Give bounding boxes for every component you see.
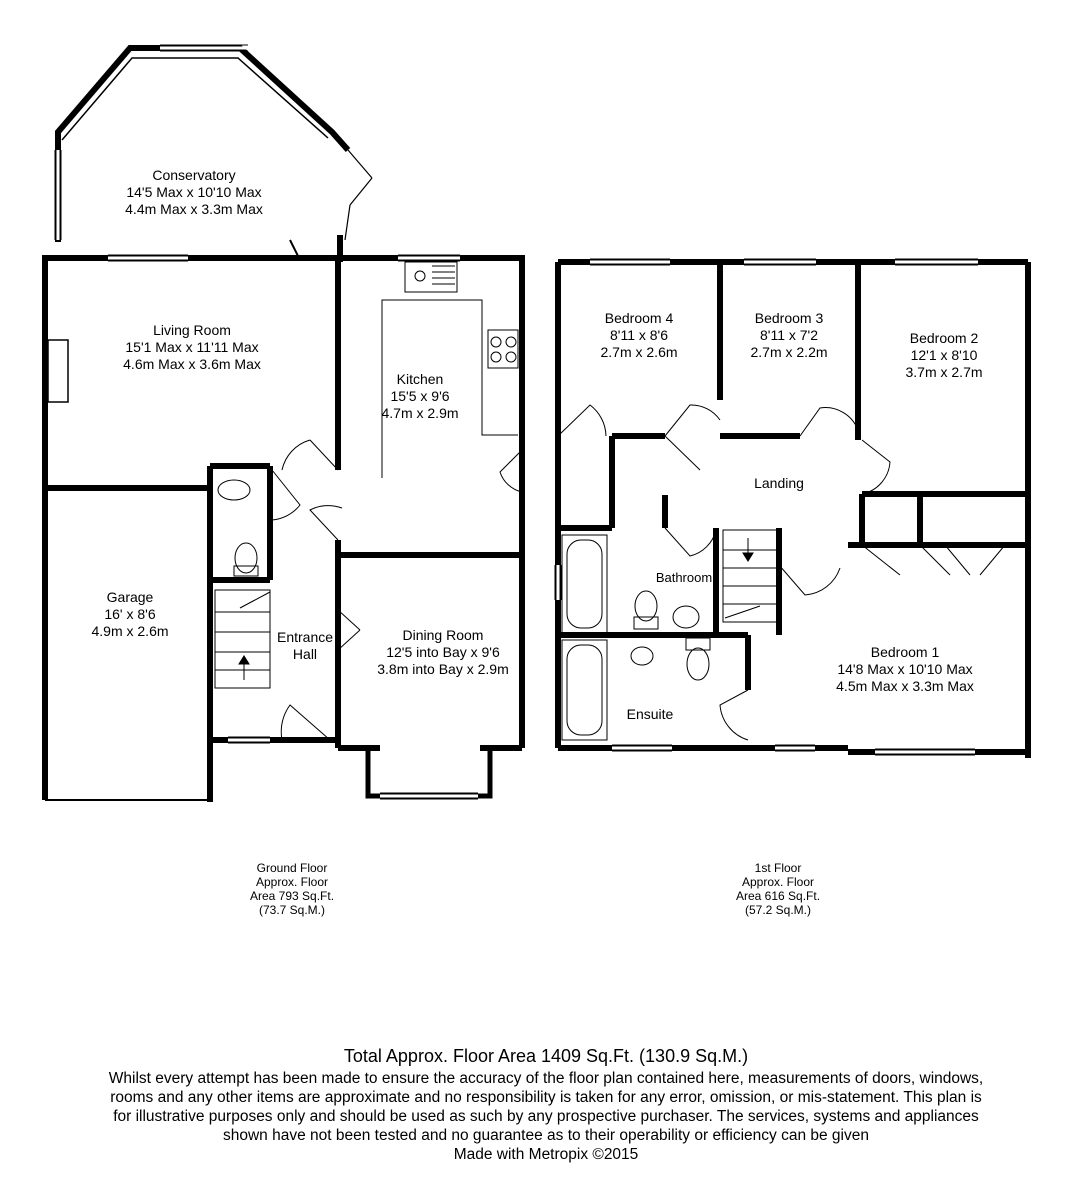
room-dimensions-metric: 4.7m x 2.9m (381, 405, 459, 421)
room-name: Garage (106, 589, 154, 605)
room-label-conservatory (125, 167, 263, 218)
first-floor-caption (736, 861, 820, 917)
room-dimensions-imperial: 16' x 8'6 (104, 606, 156, 622)
room-dimensions-imperial: 14'8 Max x 10'10 Max (837, 661, 973, 677)
room-label-bedroom-3 (750, 310, 827, 361)
room-name: Bedroom 3 (754, 310, 824, 326)
room-dimensions-imperial: 8'11 x 7'2 (759, 327, 819, 343)
caption-line: Approx. Floor (255, 875, 329, 889)
caption-line: (73.7 Sq.M.) (258, 903, 326, 917)
room-dimensions-metric: 2.7m x 2.2m (750, 344, 828, 360)
room-name: Bathroom (655, 570, 713, 585)
room-label-garage (91, 589, 168, 640)
total-floor-area: Total Approx. Floor Area 1409 Sq.Ft. (130.9 Sq.M.) (343, 1046, 749, 1066)
room-label-kitchen (381, 371, 458, 422)
footer (0, 1045, 1092, 1164)
kitchen-fittings (382, 262, 518, 478)
caption-line: Ground Floor (256, 861, 328, 875)
caption-line: Area 793 Sq.Ft. (249, 889, 335, 903)
room-name: Landing (754, 475, 804, 491)
room-dimensions-imperial: 12'1 x 8'10 (910, 347, 978, 363)
room-name-line2: Hall (292, 646, 318, 662)
ground-floor-caption (250, 861, 334, 917)
room-name: Bedroom 4 (604, 310, 674, 326)
room-dimensions-imperial: 14'5 Max x 10'10 Max (126, 184, 262, 200)
room-name: Conservatory (152, 167, 236, 183)
wc-fittings (218, 480, 258, 576)
room-dimensions-imperial: 15'5 x 9'6 (390, 388, 450, 404)
room-name: Bedroom 2 (909, 330, 979, 346)
room-dimensions-imperial: 8'11 x 8'6 (609, 327, 669, 343)
room-name: Living Room (153, 322, 231, 338)
ground-floor-stairs (215, 590, 270, 688)
caption-line: (57.2 Sq.M.) (744, 903, 812, 917)
room-label-bedroom-1 (836, 644, 974, 695)
room-name-line1: Entrance (276, 629, 334, 645)
room-dimensions-metric: 3.8m into Bay x 2.9m (377, 661, 509, 677)
room-label-bathroom (656, 569, 712, 586)
room-dimensions-imperial: 15'1 Max x 11'11 Max (125, 339, 259, 355)
first-floor-stairs (723, 530, 777, 622)
disclaimer-text: Whilst every attempt has been made to ensure the accuracy of the floor plan contained here, measurements of doors, windows, rooms and any other items are approximate and no responsibility is taken for any error, omission, or mis-statement. This plan is for illustrative purposes only and should be used as such by any prospective purchaser. The services, systems and appliances shown have not been tested and no guarantee as to their operability or efficiency can be given (108, 1070, 984, 1144)
caption-line: Area 616 Sq.Ft. (735, 889, 821, 903)
room-label-dining-room (377, 627, 509, 678)
room-dimensions-metric: 4.6m Max x 3.6m Max (123, 356, 261, 372)
room-dimensions-metric: 4.9m x 2.6m (91, 623, 169, 639)
room-label-living-room (123, 322, 261, 373)
room-label-landing (754, 475, 804, 492)
room-name: Bedroom 1 (870, 644, 940, 660)
ground-floor-plan (45, 45, 525, 802)
room-label-bedroom-2 (905, 330, 982, 381)
room-name: Dining Room (402, 627, 484, 643)
room-dimensions-metric: 2.7m x 2.6m (600, 344, 678, 360)
room-label-bedroom-4 (600, 310, 677, 361)
room-dimensions-metric: 4.5m Max x 3.3m Max (836, 678, 974, 694)
room-label-ensuite (627, 706, 674, 723)
ground-floor-walls (45, 255, 525, 802)
room-name: Ensuite (626, 706, 674, 722)
room-label-entrance-hall (277, 629, 333, 663)
caption-line: Approx. Floor (741, 875, 815, 889)
room-name: Kitchen (396, 371, 444, 387)
room-dimensions-metric: 3.7m x 2.7m (905, 364, 983, 380)
caption-line: 1st Floor (754, 861, 802, 875)
credit-text: Made with Metropix ©2015 (453, 1146, 639, 1163)
fireplace (48, 340, 68, 402)
room-dimensions-imperial: 12'5 into Bay x 9'6 (386, 644, 500, 660)
room-dimensions-metric: 4.4m Max x 3.3m Max (125, 201, 263, 217)
conservatory-walls (55, 45, 372, 262)
